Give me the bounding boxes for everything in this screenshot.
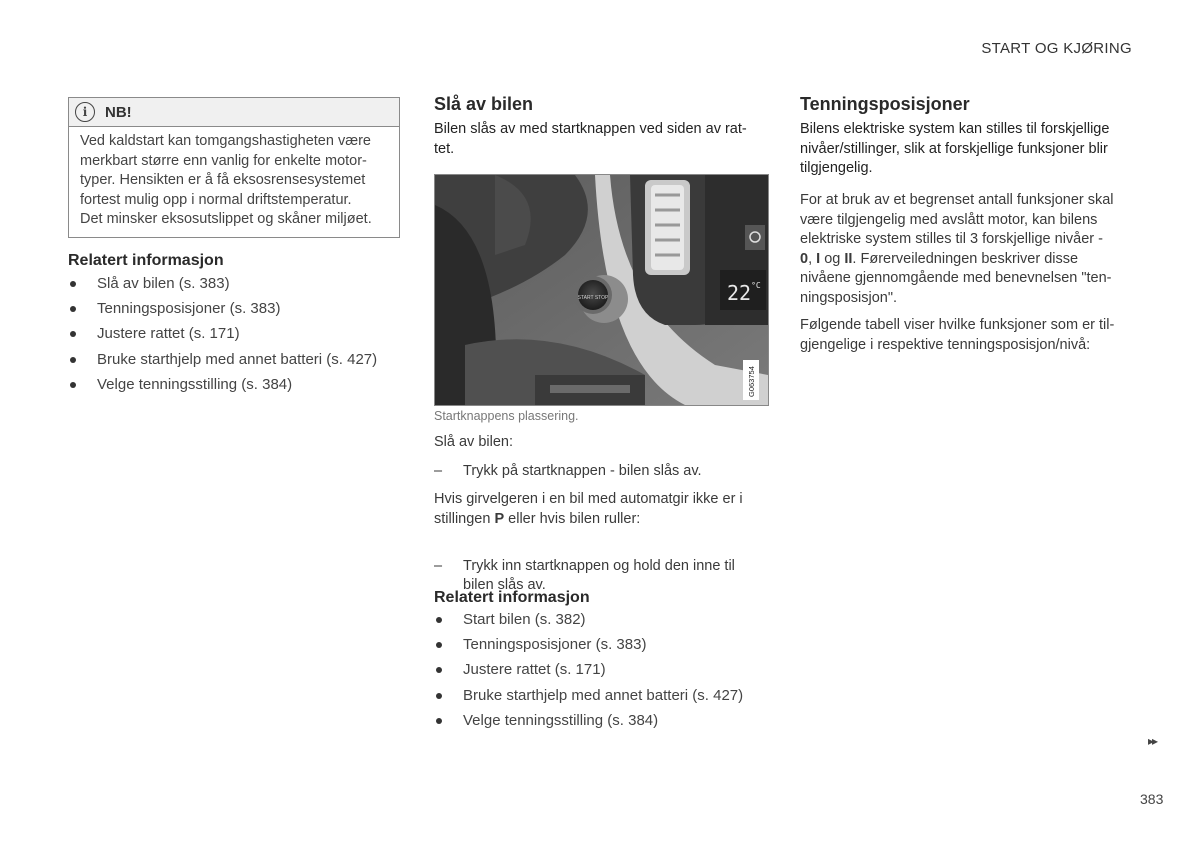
info-icon: i xyxy=(75,102,95,122)
paragraph-line: være tilgjengelig med avslått motor, kan bilens xyxy=(800,211,1098,228)
paragraph-line: nivåene gjennomgående med benevnelsen "ten- xyxy=(800,270,1112,286)
note-line: typer. Hensikten er å få eksosrensesystemet xyxy=(80,172,366,188)
paragraph-line: ningsposisjon". xyxy=(800,289,898,306)
related-link-label: Velge tenningsstilling (s. 384) xyxy=(463,711,659,729)
section-title: START OG KJØRING xyxy=(981,40,1132,57)
bullet-icon xyxy=(70,306,76,312)
related-link[interactable] xyxy=(434,632,768,657)
note-line: merkbart større enn vanlig for enkelte motor- xyxy=(80,152,367,169)
ignition-lead xyxy=(800,120,1132,179)
bullet-icon xyxy=(70,331,76,337)
ignition-table-intro xyxy=(800,316,1132,355)
bullet-icon xyxy=(70,281,76,287)
related-info-heading: Relatert informasjon xyxy=(434,589,590,606)
level-2: II xyxy=(844,250,853,267)
step-text: Trykk inn startknappen og hold den inne til xyxy=(463,557,735,574)
continue-arrows-icon: ▸▸ xyxy=(1148,734,1157,748)
bullet-icon xyxy=(436,642,442,648)
image-code: G063754 xyxy=(747,366,756,397)
note-header xyxy=(69,98,399,127)
related-link[interactable] xyxy=(434,607,768,632)
bullet-icon xyxy=(436,617,442,623)
related-link-label: Velge tenningsstilling (s. 384) xyxy=(97,375,293,393)
note-line: Det minsker eksosutslippet og skåner miljøet. xyxy=(80,211,372,227)
note-line: Ved kaldstart kan tomgangshastigheten være xyxy=(80,133,371,149)
lead-line: nivåer/stillinger, slik at forskjellige funksjoner blir xyxy=(800,140,1108,157)
related-link-label: Start bilen (s. 382) xyxy=(463,611,586,628)
separator: og xyxy=(820,250,845,267)
related-info-list xyxy=(434,607,768,733)
paragraph-line: gjengelige i respektive tenningsposisjon/nivå: xyxy=(800,336,1091,353)
related-link-label: Tenningsposisjoner (s. 383) xyxy=(463,636,647,654)
related-link[interactable] xyxy=(68,372,398,397)
related-link-label: Bruke starthjelp med annet batteri (s. 427) xyxy=(463,686,744,704)
paragraph-tail: . Førerveiledningen beskriver disse xyxy=(852,250,1079,267)
related-link-label: Bruke starthjelp med annet batteri (s. 427) xyxy=(97,350,378,368)
dash-marker: – xyxy=(434,557,443,574)
related-link-label: Slå av bilen (s. 383) xyxy=(97,275,230,292)
note-title: NB! xyxy=(105,103,132,121)
temperature-readout xyxy=(727,281,761,305)
level-0: 0 xyxy=(800,250,809,267)
related-link[interactable] xyxy=(434,683,768,708)
bullet-icon xyxy=(70,357,76,363)
separator: , xyxy=(808,250,817,267)
note-box xyxy=(68,97,400,238)
condition-pre: stillingen xyxy=(434,510,495,527)
lead-line: Bilens elektriske system kan stilles til forskjellige xyxy=(800,121,1110,137)
related-link-label: Justere rattet (s. 171) xyxy=(463,661,606,679)
related-link-label: Tenningsposisjoner (s. 383) xyxy=(97,300,281,318)
dashboard-illustration xyxy=(435,175,768,405)
shutdown-intro xyxy=(434,120,768,159)
paragraph-line xyxy=(800,250,1132,270)
temperature-unit: °C xyxy=(751,281,761,290)
paragraph-line: For at bruk av et begrenset antall funksjoner skal xyxy=(800,192,1114,208)
page-number: 383 xyxy=(1140,791,1164,807)
paragraph-line: Følgende tabell viser hvilke funksjoner som er til- xyxy=(800,317,1115,333)
ignition-heading: Tenningsposisjoner xyxy=(800,94,970,114)
intro-line: tet. xyxy=(434,140,455,157)
condition-text xyxy=(434,490,768,529)
step-item xyxy=(434,462,797,482)
note-body xyxy=(69,127,399,230)
related-info-list xyxy=(68,271,398,397)
lead-line: tilgjengelig. xyxy=(800,160,873,176)
related-link[interactable] xyxy=(68,321,398,346)
ignition-paragraph xyxy=(800,191,1132,308)
paragraph-line: elektriske system stilles til 3 forskjellige nivåer - xyxy=(800,231,1103,247)
step-text: Trykk på startknappen - bilen slås av. xyxy=(463,463,702,479)
start-stop-label: START STOP xyxy=(577,295,609,301)
related-link[interactable] xyxy=(68,296,398,321)
bullet-icon xyxy=(436,693,442,699)
bullet-icon xyxy=(70,382,76,388)
bullet-icon xyxy=(436,667,442,673)
related-info-heading: Relatert informasjon xyxy=(68,252,224,269)
dash-marker: – xyxy=(434,463,443,479)
related-link[interactable] xyxy=(434,708,768,733)
temperature-value: 22 xyxy=(727,281,752,305)
step-text: bilen slås av. xyxy=(463,577,546,593)
shutdown-heading: Slå av bilen xyxy=(434,94,534,114)
related-link[interactable] xyxy=(68,347,398,372)
middle-column xyxy=(434,0,768,729)
related-link[interactable] xyxy=(434,657,768,682)
start-button-figure xyxy=(434,174,769,406)
related-link[interactable] xyxy=(68,271,398,296)
intro-line: Bilen slås av med startknappen ved siden av rat- xyxy=(434,121,747,137)
note-line: fortest mulig opp i normal driftstemperatur. xyxy=(80,191,352,208)
related-link-label: Justere rattet (s. 171) xyxy=(97,325,240,343)
figure-caption: Startknappens plassering. xyxy=(434,409,579,423)
step-intro: Slå av bilen: xyxy=(434,434,513,450)
condition-line: Hvis girvelgeren i en bil med automatgir ikke er i xyxy=(434,491,743,507)
level-1: I xyxy=(816,250,821,267)
bullet-icon xyxy=(436,718,442,724)
condition-post: eller hvis bilen ruller: xyxy=(504,510,641,527)
gear-position-p: P xyxy=(494,510,505,527)
condition-line xyxy=(434,510,768,530)
